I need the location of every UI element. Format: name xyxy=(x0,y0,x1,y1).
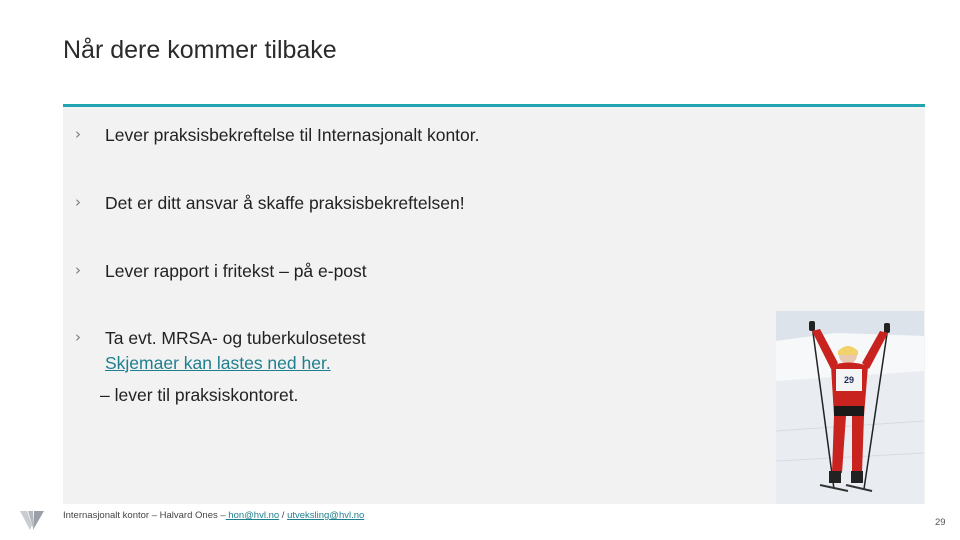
bullet-text: Det er ditt ansvar å skaffe praksisbekreftelsen! xyxy=(105,193,465,213)
bullet-text: Lever rapport i fritekst – på e-post xyxy=(105,261,367,281)
bullet-text: Lever praksisbekreftelse til Internasjonalt kontor. xyxy=(105,125,480,145)
footer-exchange-email-link[interactable]: utveksling@hvl.no xyxy=(287,510,365,521)
hvl-logo-icon xyxy=(20,508,46,532)
footer-text: Internasjonalt kontor – Halvard Ones – xyxy=(63,510,226,521)
chevron-right-icon: › xyxy=(75,125,81,143)
footer-email-link[interactable]: hon@hvl.no xyxy=(225,510,280,521)
slide-title: Når dere kommer tilbake xyxy=(63,36,337,64)
page-number: 29 xyxy=(935,517,946,528)
forms-download-link[interactable]: Skjemaer kan lastes ned her. xyxy=(105,353,331,373)
continuation-text: – lever til praksiskontoret. xyxy=(100,385,299,405)
skier-photo xyxy=(776,311,924,504)
bib-number: 29 xyxy=(843,375,855,385)
chevron-right-icon: › xyxy=(75,328,81,346)
chevron-right-icon: › xyxy=(75,193,81,211)
bullet-text xyxy=(105,328,366,374)
chevron-right-icon: › xyxy=(75,261,81,279)
footer-contact xyxy=(63,510,364,521)
footer-separator: / xyxy=(279,510,288,521)
bullet-text-line: Ta evt. MRSA- og tuberkulosetest xyxy=(105,328,366,348)
